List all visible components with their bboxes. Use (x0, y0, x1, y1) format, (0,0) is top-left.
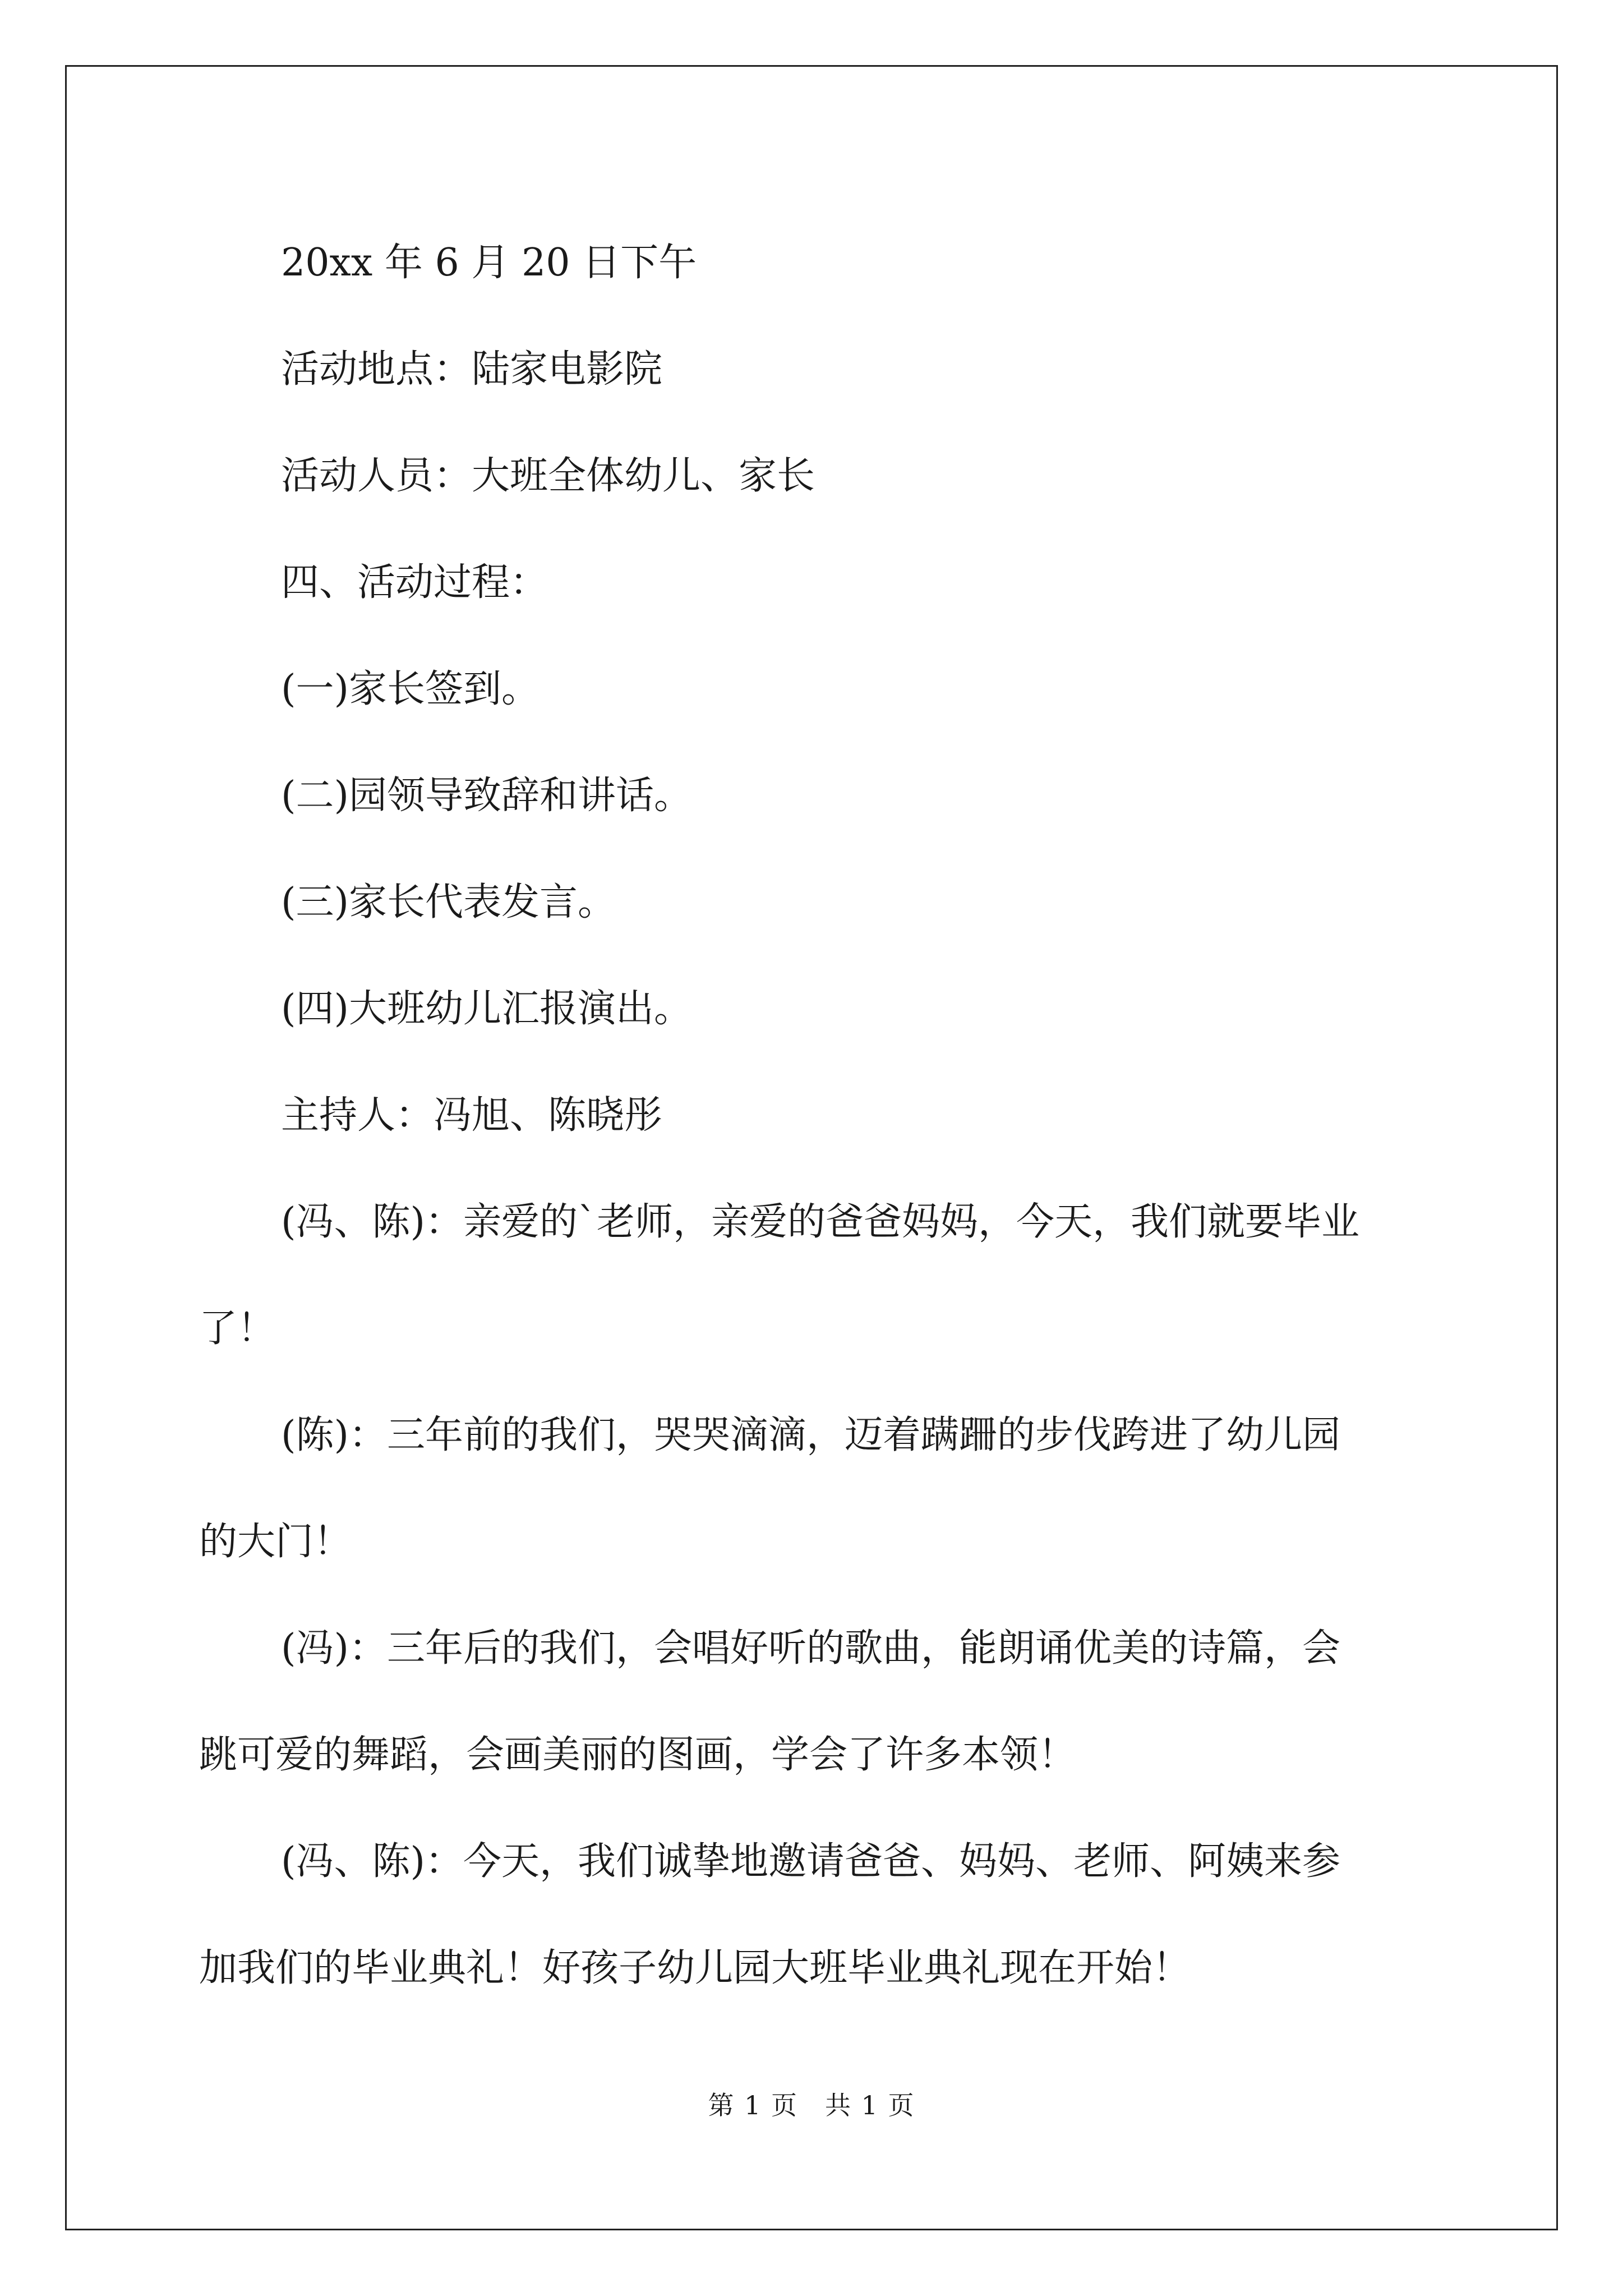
list-item: (二)园领导致辞和讲话。 (281, 774, 693, 818)
dialogue-line-continued: 加我们的毕业典礼！好孩子幼儿园大班毕业典礼现在开始！ (199, 1946, 1191, 1990)
dialogue-line: (冯、陈)：亲爱的`老师，亲爱的爸爸妈妈，今天，我们就要毕业 (281, 1200, 1360, 1244)
paragraph-location: 活动地点：陆家电影院 (281, 347, 663, 392)
dialogue-line-continued: 跳可爱的舞蹈，会画美丽的图画，学会了许多本领！ (199, 1733, 1077, 1777)
dialogue-line: (冯)：三年后的我们，会唱好听的歌曲，能朗诵优美的诗篇，会 (281, 1626, 1341, 1671)
paragraph-date: 20xx 年 6 月 20 日下午 (281, 241, 697, 285)
page-number-footer: 第 1 页 共 1 页 (708, 2090, 915, 2120)
dialogue-line: (陈)：三年前的我们，哭哭滴滴，迈着蹒跚的步伐跨进了幼儿园 (281, 1413, 1341, 1457)
list-item: (三)家长代表发言。 (281, 880, 616, 924)
paragraph-hosts: 主持人：冯旭、陈晓彤 (281, 1093, 663, 1138)
list-item: (四)大班幼儿汇报演出。 (281, 987, 693, 1031)
dialogue-line: (冯、陈)：今天，我们诚挚地邀请爸爸、妈妈、老师、阿姨来参 (281, 1839, 1341, 1884)
dialogue-line-continued: 了！ (199, 1306, 276, 1351)
section-heading-process: 四、活动过程： (281, 560, 548, 605)
list-item: (一)家长签到。 (281, 667, 540, 711)
dialogue-line-continued: 的大门！ (199, 1520, 352, 1564)
paragraph-participants: 活动人员：大班全体幼儿、家长 (281, 454, 815, 498)
document-body (199, 210, 1433, 2022)
